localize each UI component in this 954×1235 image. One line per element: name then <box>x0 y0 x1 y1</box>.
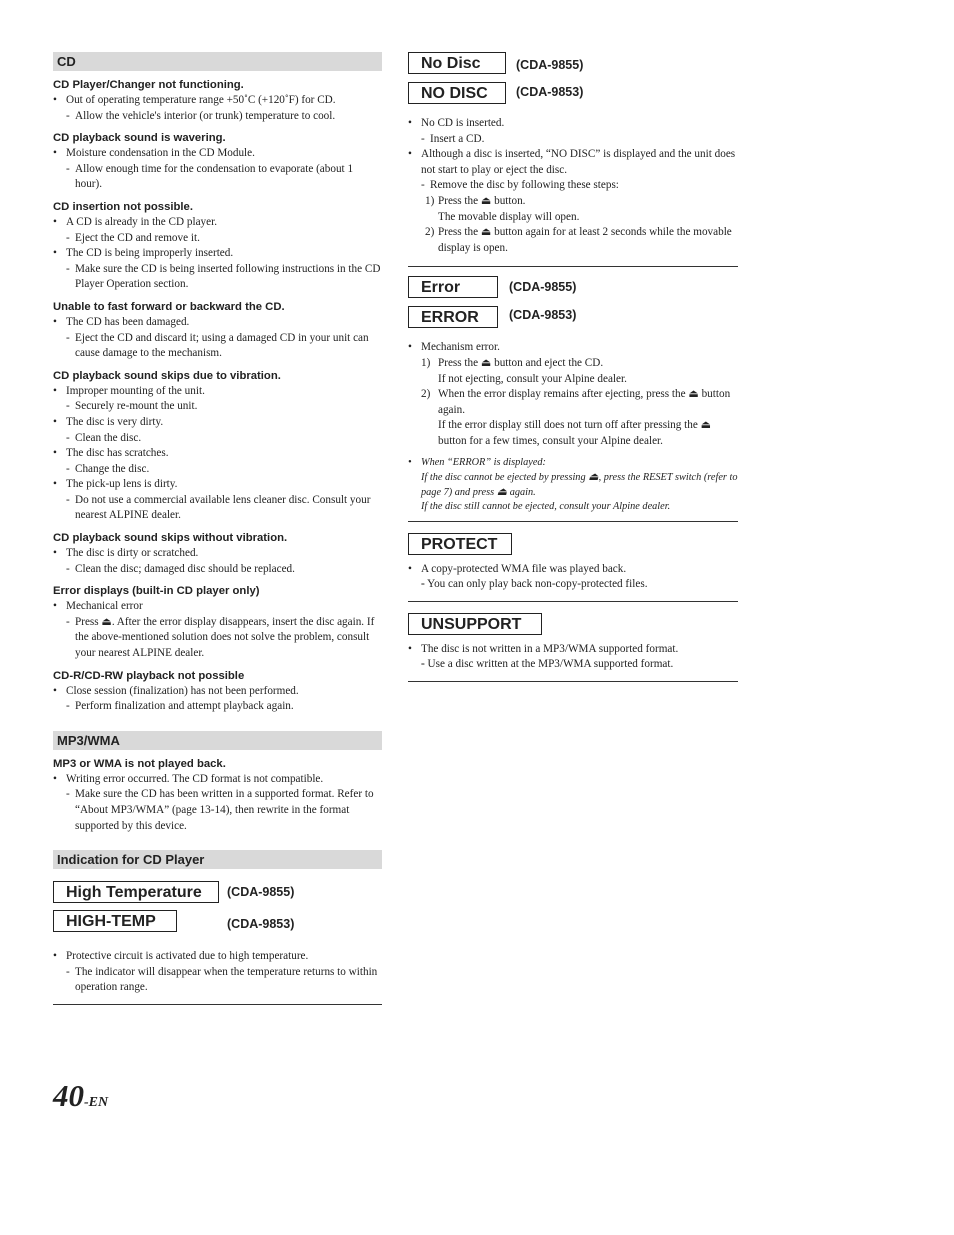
step-number: 2) <box>421 388 431 401</box>
text: again. <box>509 487 536 499</box>
label-unsupport: UNSUPPORT <box>408 613 542 635</box>
heading: CD Player/Changer not functioning. <box>53 79 244 91</box>
text: button for a few times, consult your Alpine dealer. <box>438 434 663 447</box>
model-label: (CDA-9855) <box>509 280 577 295</box>
label-protect: PROTECT <box>408 533 512 555</box>
dash-item: - Insert a CD. <box>408 132 738 148</box>
step-number: 1) <box>421 356 431 369</box>
bullet: • Protective circuit is activated due to high temperature. <box>53 949 382 965</box>
step-number: 1) <box>425 194 435 207</box>
dash-item: - Allow the vehicle's interior (or trunk) temperature to cool. <box>53 109 382 125</box>
label-no-disc: No Disc <box>408 52 506 74</box>
bullet: • Moisture condensation in the CD Module. <box>53 146 382 162</box>
dash-item: - - You can only play back non-copy-protected files. <box>408 577 738 593</box>
dash-item: - Change the disc. <box>53 462 382 478</box>
divider <box>408 601 738 602</box>
divider <box>408 521 738 522</box>
text: button. <box>494 194 526 207</box>
bullet: • Writing error occurred. The CD format is not compatible. <box>53 772 382 788</box>
section-header-cd: CD <box>53 52 382 71</box>
bullet: • The disc is dirty or scratched. <box>53 546 382 562</box>
step-1 <box>408 356 738 372</box>
text: Press the <box>438 226 479 239</box>
model-label: (CDA-9853) <box>516 85 584 99</box>
heading: CD-R/CD-RW playback not possible <box>53 669 245 682</box>
dash-item: - Securely re-mount the unit. <box>53 399 382 415</box>
dash-item: - Clean the disc. <box>53 431 382 447</box>
right-column <box>408 52 738 682</box>
eject-icon: ⏏ <box>700 419 712 432</box>
eject-icon: ⏏ <box>480 226 492 239</box>
eject-icon: ⏏ <box>496 486 508 499</box>
divider <box>408 266 738 267</box>
bullet: • A CD is already in the CD player. <box>53 215 382 231</box>
eject-icon: ⏏ <box>480 356 492 369</box>
note-text: If the disc still cannot be ejected, consult your Alpine dealer. <box>421 501 671 513</box>
bullet: • No CD is inserted. <box>408 116 738 132</box>
text: Press the <box>438 194 479 207</box>
step-continuation: The movable display will open. <box>438 210 580 223</box>
text: button again. <box>438 388 731 416</box>
model-label: (CDA-9853) <box>227 917 295 932</box>
bullet: • Improper mounting of the unit. <box>53 384 382 400</box>
text: Press the <box>438 356 479 369</box>
text: Use a disc written at the MP3/WMA supported format. <box>427 658 674 671</box>
step-1 <box>408 194 738 210</box>
dash-item: - Remove the disc by following these steps: <box>408 178 738 194</box>
note-text <box>408 470 738 501</box>
dash-item: - Do not use a commercial available lens cleaner disc. Consult your nearest ALPINE dealer. <box>53 493 382 524</box>
eject-icon: ⏏ <box>101 615 112 628</box>
page-number <box>53 1078 108 1114</box>
bullet: • The disc has scratches. <box>53 446 382 462</box>
text: button again for at least 2 seconds while the movable display is open. <box>438 226 732 254</box>
eject-icon: ⏏ <box>480 194 492 207</box>
eject-icon: ⏏ <box>588 470 599 483</box>
heading: CD playback sound skips without vibration. <box>53 532 288 545</box>
heading: Error displays (built-in CD player only) <box>53 585 260 598</box>
dash-item: - Clean the disc; damaged disc should be replaced. <box>53 562 382 578</box>
bullet: • The CD has been damaged. <box>53 315 382 331</box>
text: Press <box>75 615 99 628</box>
dash-item: - - Use a disc written at the MP3/WMA supported format. <box>408 657 738 673</box>
bullet: • The disc is very dirty. <box>53 415 382 431</box>
heading: MP3 or WMA is not played back. <box>53 757 226 770</box>
label-high-temperature: High Temperature <box>53 881 219 903</box>
section-header-indication: Indication for CD Player <box>53 850 382 869</box>
dash-item <box>53 615 382 662</box>
indication-labels <box>53 881 382 943</box>
bullet: • Although a disc is inserted, “NO DISC” is displayed and the unit does not start to play or eject the disc. <box>408 147 738 178</box>
divider <box>408 681 738 682</box>
dash-item: - The indicator will disappear when the temperature returns to within operation range. <box>53 965 382 996</box>
step-continuation: If not ejecting, consult your Alpine dealer. <box>438 372 627 385</box>
label-high-temp: HIGH-TEMP <box>53 910 177 932</box>
dash-item: - Allow enough time for the condensation to evaporate (about 1 hour). <box>53 162 382 193</box>
bullet: • Close session (finalization) has not been performed. <box>53 684 382 700</box>
label-error-caps: ERROR <box>408 306 498 328</box>
heading: CD playback sound is wavering. <box>53 132 226 145</box>
text: If the disc cannot be ejected by pressing <box>421 471 586 483</box>
text: If the error display still does not turn off after pressing the <box>438 419 698 432</box>
nodisc-labels <box>408 52 738 108</box>
bullet: • The CD is being improperly inserted. <box>53 246 382 262</box>
bullet: • Mechanical error <box>53 599 382 615</box>
section-header-mp3: MP3/WMA <box>53 731 382 750</box>
bullet: • Out of operating temperature range +50˚C (+120˚F) for CD. <box>53 93 382 109</box>
dash-item: - Make sure the CD is being inserted following instructions in the CD Player Operation section. <box>53 262 382 293</box>
divider <box>53 1004 382 1005</box>
label-no-disc-caps: NO DISC <box>408 82 506 104</box>
model-label: (CDA-9855) <box>516 58 584 72</box>
bullet: • A copy-protected WMA file was played back. <box>408 562 738 578</box>
dash-item: - Make sure the CD has been written in a supported format. Refer to “About MP3/WMA” (page 13-14), then rewrite in the format supported by this device. <box>53 787 382 834</box>
model-label: (CDA-9853) <box>509 308 577 323</box>
dash-item: - Eject the CD and discard it; using a damaged CD in your unit can cause damage to the mechanism. <box>53 331 382 362</box>
left-column <box>53 52 382 1005</box>
model-label: (CDA-9855) <box>227 885 295 900</box>
heading: CD insertion not possible. <box>53 200 193 213</box>
dash-item: - Eject the CD and remove it. <box>53 231 382 247</box>
bullet: • The disc is not written in a MP3/WMA supported format. <box>408 642 738 658</box>
page-number-suffix: -EN <box>84 1095 109 1110</box>
heading: CD playback sound skips due to vibration. <box>53 369 281 382</box>
step-2 <box>408 225 738 256</box>
step-continuation <box>408 418 738 449</box>
eject-icon: ⏏ <box>688 388 699 401</box>
text: When the error display remains after ejecting, press the <box>438 388 686 401</box>
note: • When “ERROR” is displayed: <box>408 456 738 470</box>
text: , press the RESET switch (refer to page 7) and press <box>421 471 738 499</box>
bullet: • Mechanism error. <box>408 340 738 356</box>
page-number-digits: 40 <box>53 1078 84 1113</box>
text: . After the error display disappears, insert the disc again. If the above-mentioned solution does not solve the problem, consult your nearest ALPINE dealer. <box>75 615 375 660</box>
heading: Unable to fast forward or backward the CD. <box>53 300 285 313</box>
error-labels <box>408 276 738 332</box>
text: You can only play back non-copy-protected files. <box>427 578 648 591</box>
dash-item: - Perform finalization and attempt playback again. <box>53 699 382 715</box>
text: button and eject the CD. <box>494 356 604 369</box>
label-error: Error <box>408 276 498 298</box>
bullet: • The pick-up lens is dirty. <box>53 477 382 493</box>
step-2 <box>408 387 738 418</box>
step-number: 2) <box>425 226 435 239</box>
